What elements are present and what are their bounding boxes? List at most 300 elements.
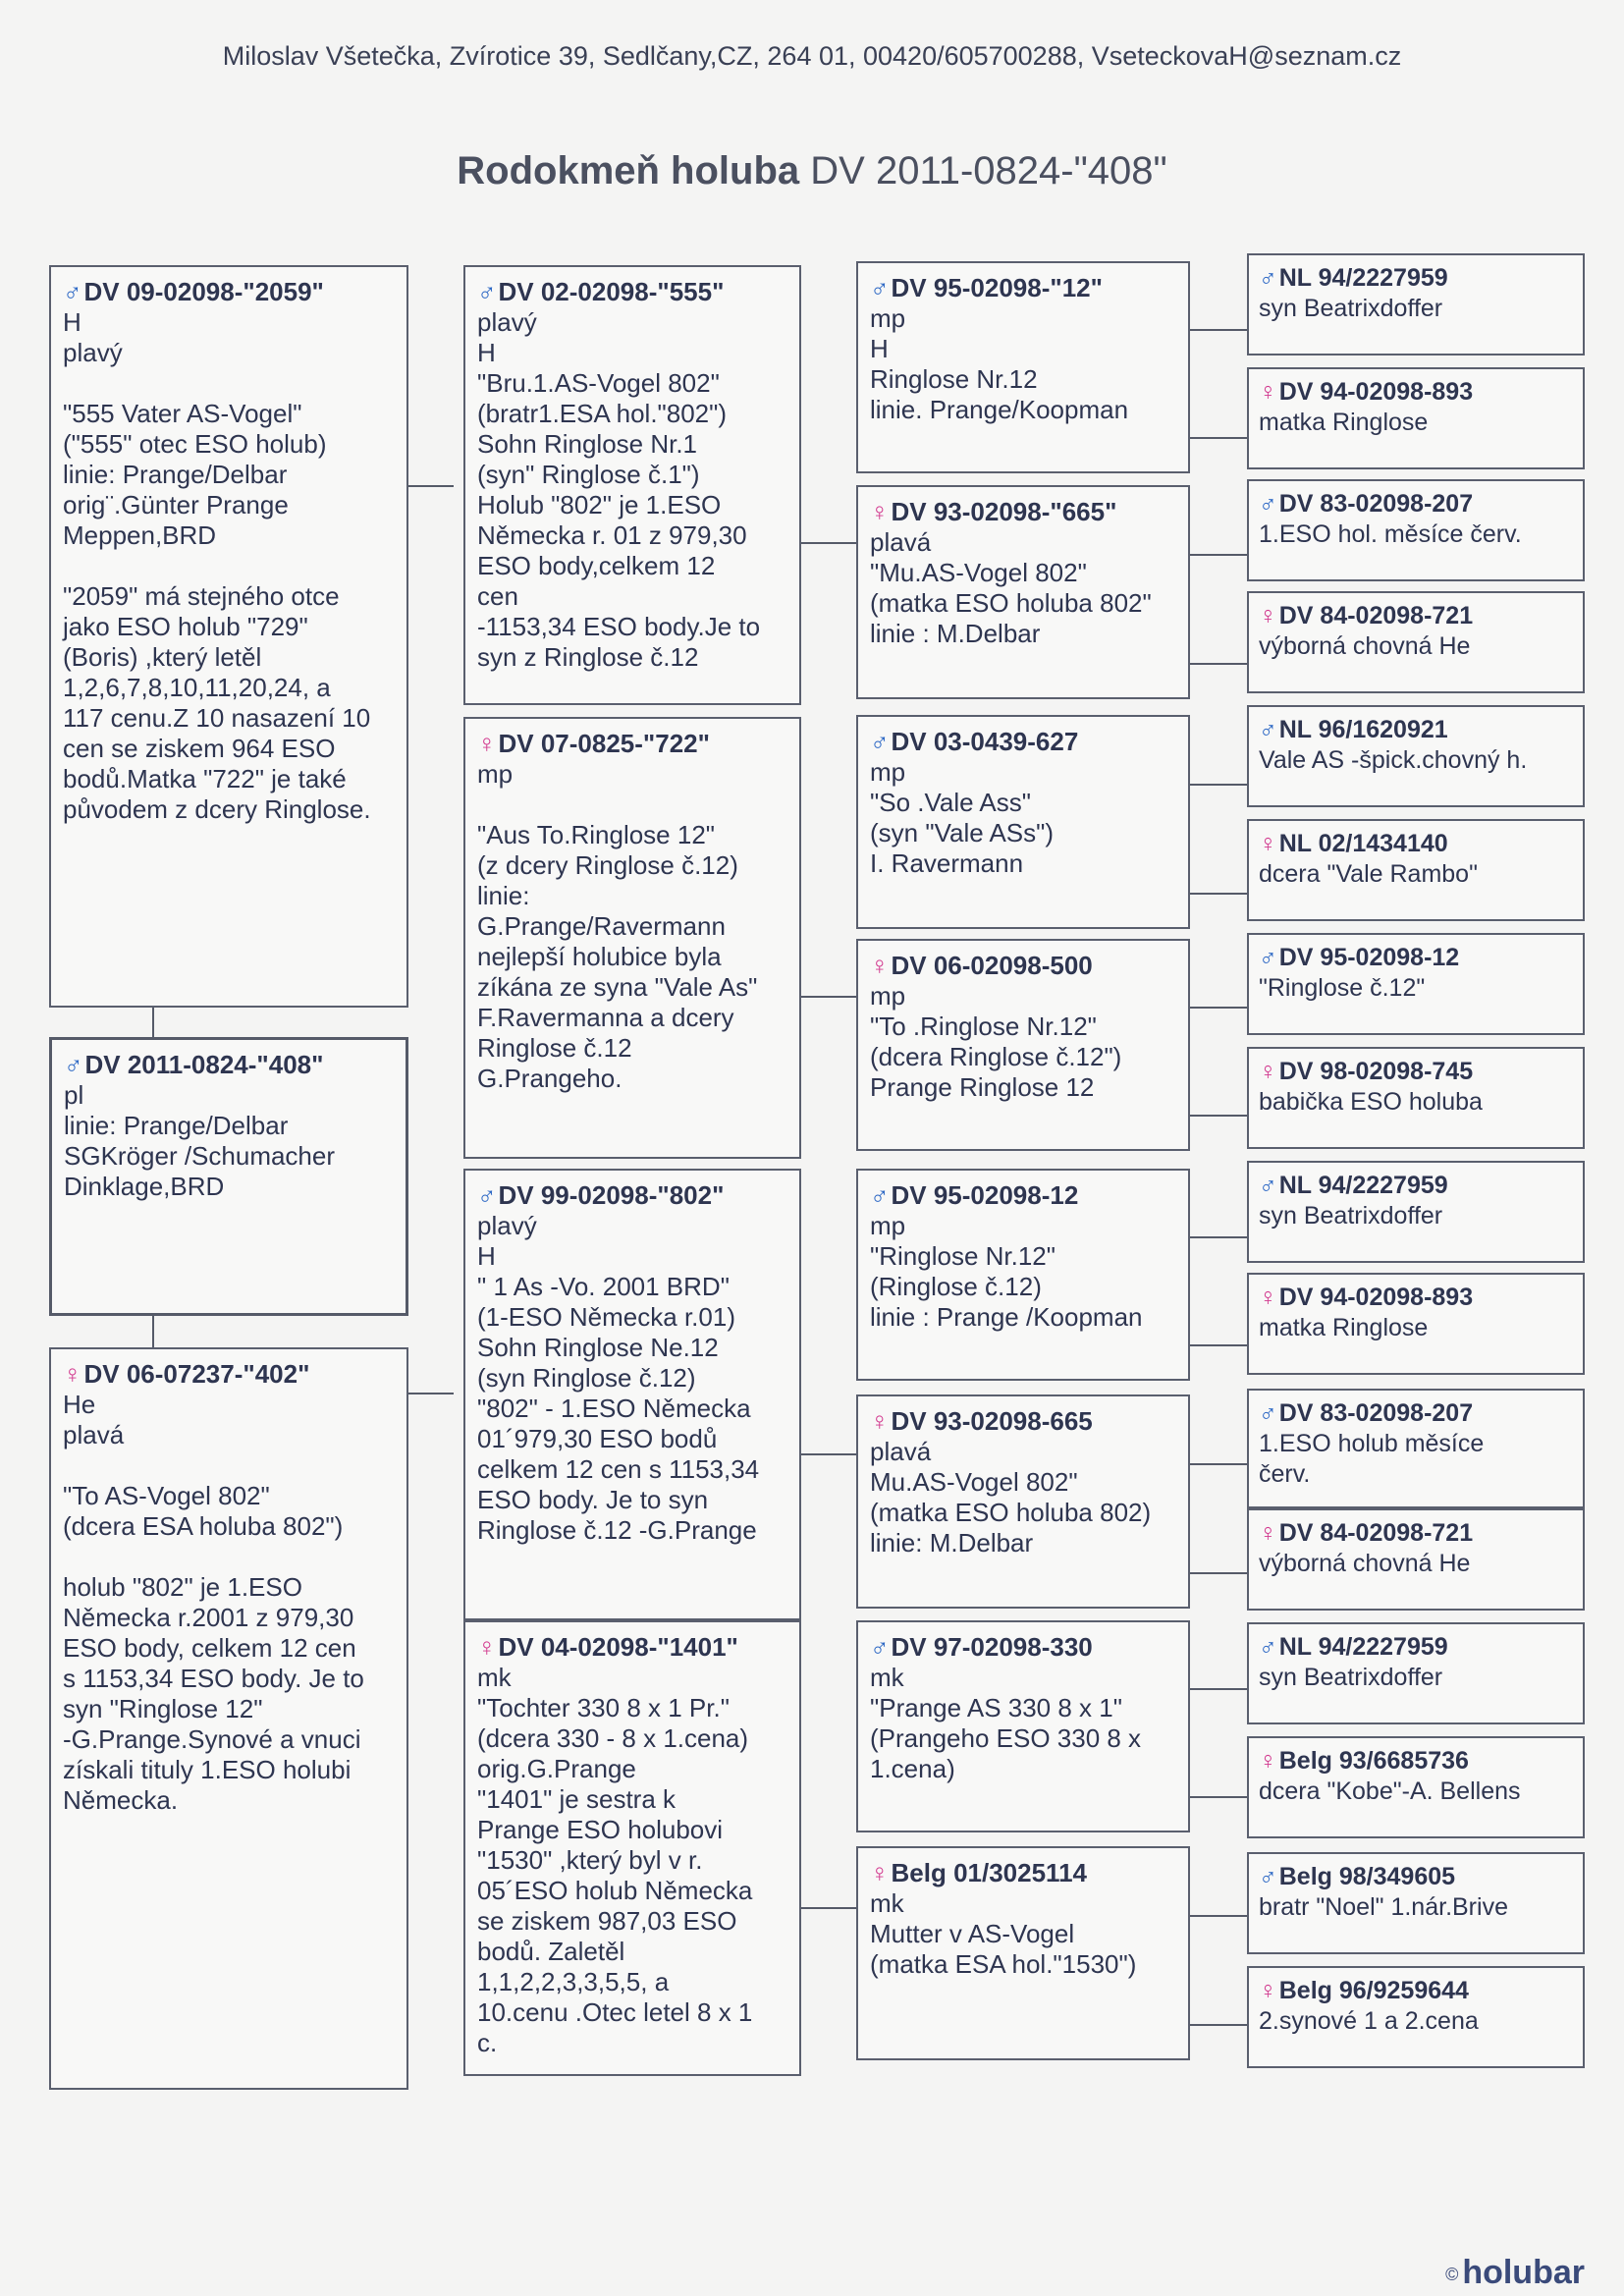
detail-line: linie. Prange/Koopman	[870, 395, 1129, 424]
great-grandparent-card	[856, 261, 1190, 473]
detail-line: mk	[870, 1888, 904, 1918]
ring-number	[870, 727, 1176, 757]
ring-number-text: DV 95-02098-"12"	[891, 273, 1103, 302]
ring-number-text: DV 99-02098-"802"	[498, 1180, 725, 1210]
detail-line: H	[477, 338, 496, 367]
detail-line: (z dcery Ringlose č.12)	[477, 850, 738, 880]
grandparent-card	[463, 717, 801, 1159]
detail-line: (Prangeho ESO 330 8 x	[870, 1723, 1142, 1753]
connector	[801, 542, 856, 544]
detail-line: syn z Ringlose č.12	[477, 642, 699, 672]
bird-details	[870, 757, 1176, 879]
great-grandparent-card	[856, 485, 1190, 699]
detail-line: dcera "Vale Rambo"	[1259, 860, 1478, 888]
bird-details	[1259, 859, 1573, 890]
detail-line: červ.	[1259, 1460, 1311, 1488]
detail-line: linie: Prange/Delbar	[63, 460, 288, 489]
detail-line: "To .Ringlose Nr.12"	[870, 1011, 1097, 1041]
ring-number	[1259, 1862, 1573, 1892]
great-great-grandparent-card	[1247, 1736, 1585, 1838]
detail-line: ESO body,celkem 12	[477, 551, 716, 580]
bird-details	[1259, 1892, 1573, 1923]
ring-number	[1259, 1057, 1573, 1087]
detail-line: mp	[870, 757, 906, 787]
bird-details	[1259, 631, 1573, 662]
bird-details	[477, 307, 787, 673]
ring-number	[477, 1632, 787, 1663]
detail-line	[63, 1450, 395, 1481]
ring-number-text: DV 06-02098-500	[891, 951, 1093, 980]
detail-line: " 1 As -Vo. 2001 BRD"	[477, 1272, 730, 1301]
bird-details	[1259, 1663, 1573, 1693]
male-icon: ♂	[870, 1632, 890, 1662]
great-great-grandparent-card	[1247, 253, 1585, 355]
ring-number-text: DV 95-02098-12	[891, 1180, 1079, 1210]
female-icon: ♀	[1259, 830, 1277, 857]
bird-details	[1259, 1313, 1573, 1343]
ring-number-text: DV 2011-0824-"408"	[84, 1050, 324, 1079]
detail-line: jako ESO holub "729"	[63, 612, 308, 641]
ring-number-text: DV 06-07237-"402"	[83, 1359, 310, 1389]
female-icon: ♀	[1259, 1747, 1277, 1775]
detail-line: 1.ESO hol. měsíce červ.	[1259, 520, 1522, 548]
detail-line: Sohn Ringlose Nr.1	[477, 429, 698, 459]
bird-details	[1259, 1549, 1573, 1579]
male-icon: ♂	[870, 727, 890, 756]
detail-line: 1,1,2,2,3,3,5,5, a	[477, 1967, 670, 1996]
ring-number-text: DV 83-02098-207	[1278, 490, 1474, 518]
ring-number	[870, 951, 1176, 981]
connector	[152, 1314, 154, 1347]
detail-line: I. Ravermann	[870, 848, 1024, 878]
bird-details	[870, 1437, 1176, 1558]
ring-number	[1259, 1398, 1573, 1429]
detail-line: Ringlose č.12 -G.Prange	[477, 1515, 757, 1545]
detail-line: matka Ringlose	[1259, 409, 1429, 436]
ring-number	[477, 277, 787, 307]
detail-line	[477, 790, 787, 820]
detail-line	[63, 551, 395, 581]
detail-line: "1401" je sestra k	[477, 1784, 677, 1814]
detail-line: plavý	[477, 307, 537, 337]
ring-number	[1259, 1632, 1573, 1663]
detail-line: H	[477, 1241, 496, 1271]
ring-number-text: DV 95-02098-12	[1278, 944, 1460, 971]
detail-line: linie: M.Delbar	[870, 1528, 1034, 1558]
ring-number-text: DV 93-02098-665	[891, 1406, 1093, 1436]
detail-line: dcera "Kobe"-A. Bellens	[1259, 1777, 1521, 1805]
detail-line: matka Ringlose	[1259, 1314, 1429, 1341]
detail-line: "2059" má stejného otce	[63, 581, 340, 611]
detail-line: se ziskem 987,03 ESO	[477, 1906, 737, 1936]
great-great-grandparent-card	[1247, 1047, 1585, 1149]
male-icon: ♂	[477, 1180, 497, 1210]
great-great-grandparent-card	[1247, 705, 1585, 807]
connector	[801, 1453, 856, 1455]
ring-number-text: DV 03-0439-627	[891, 727, 1079, 756]
great-great-grandparent-card	[1247, 1852, 1585, 1954]
bird-details	[1259, 1777, 1573, 1807]
detail-line: ESO body. Je to syn	[477, 1485, 709, 1514]
male-icon: ♂	[1259, 1863, 1277, 1890]
detail-line: Sohn Ringlose Ne.12	[477, 1333, 719, 1362]
ring-number	[1259, 1976, 1573, 2006]
bird-details	[1259, 294, 1573, 324]
great-grandparent-card	[856, 1169, 1190, 1381]
great-great-grandparent-card	[1247, 479, 1585, 581]
female-icon: ♀	[1259, 602, 1277, 629]
female-icon: ♀	[870, 497, 890, 526]
ring-number	[1259, 715, 1573, 745]
connector	[1190, 893, 1247, 895]
detail-line: nejlepší holubice byla	[477, 942, 722, 971]
detail-line: 10.cenu .Otec letel 8 x 1	[477, 1997, 753, 2027]
detail-line: linie : Prange /Koopman	[870, 1302, 1143, 1332]
detail-line: bodů. Zaletěl	[477, 1937, 625, 1966]
ring-number	[1259, 943, 1573, 973]
detail-line: "Bru.1.AS-Vogel 802"	[477, 368, 720, 398]
father-card	[49, 265, 408, 1008]
detail-line: mp	[870, 1211, 906, 1240]
bird-details	[870, 1211, 1176, 1333]
detail-line: mk	[870, 1663, 904, 1692]
detail-line: Německa r. 01 z 979,30	[477, 520, 747, 550]
male-icon: ♂	[1259, 490, 1277, 518]
page-title	[0, 149, 1624, 193]
detail-line: mk	[477, 1663, 512, 1692]
detail-line: "Aus To.Ringlose 12"	[477, 820, 716, 849]
grandparent-card	[463, 1620, 801, 2076]
female-icon: ♀	[1259, 1284, 1277, 1311]
female-icon: ♀	[477, 1632, 497, 1662]
male-icon: ♂	[1259, 716, 1277, 743]
ring-number	[1259, 829, 1573, 859]
male-icon: ♂	[64, 1050, 83, 1079]
ring-number-text: Belg 96/9259644	[1278, 1977, 1469, 2004]
detail-line: původem z dcery Ringlose.	[63, 794, 371, 824]
detail-line: F.Ravermanna a dcery	[477, 1003, 734, 1032]
ring-number	[1259, 1283, 1573, 1313]
connector	[152, 1008, 154, 1039]
bird-details	[870, 1888, 1176, 1980]
detail-line: (syn "Vale ASs")	[870, 818, 1055, 847]
detail-line: "555 Vater AS-Vogel"	[63, 399, 302, 428]
great-great-grandparent-card	[1247, 1622, 1585, 1724]
detail-line: Vale AS -špick.chovný h.	[1259, 746, 1528, 774]
connector	[1190, 329, 1247, 331]
subject-pigeon-card	[49, 1037, 408, 1316]
detail-line: Mutter v AS-Vogel	[870, 1919, 1075, 1948]
detail-line: He	[63, 1390, 96, 1419]
detail-line: "Mu.AS-Vogel 802"	[870, 558, 1087, 587]
great-great-grandparent-card	[1247, 1161, 1585, 1263]
bird-details	[63, 1390, 395, 1816]
ring-number	[1259, 377, 1573, 408]
detail-line: (Ringlose č.12)	[870, 1272, 1042, 1301]
detail-line: pl	[64, 1080, 84, 1110]
bird-details	[477, 1211, 787, 1546]
male-icon: ♂	[477, 277, 497, 306]
detail-line: 01´979,30 ESO bodů	[477, 1424, 718, 1453]
copyright-sign: ©	[1445, 2264, 1459, 2284]
ring-number-text: DV 04-02098-"1401"	[498, 1632, 738, 1662]
detail-line: -1153,34 ESO body.Je to	[477, 612, 761, 641]
female-icon: ♀	[63, 1359, 82, 1389]
bird-details	[870, 527, 1176, 649]
male-icon: ♂	[870, 273, 890, 302]
detail-line: výborná chovná He	[1259, 632, 1471, 660]
connector	[1190, 2024, 1247, 2026]
ring-number	[63, 1359, 395, 1390]
detail-line: 1,2,6,7,8,10,11,20,24, a	[63, 673, 331, 702]
bird-details	[477, 759, 787, 1094]
female-icon: ♀	[1259, 378, 1277, 406]
ring-number	[870, 1858, 1176, 1888]
ring-number	[477, 729, 787, 759]
bird-details	[1259, 973, 1573, 1004]
detail-line: Dinklage,BRD	[64, 1172, 225, 1201]
title-label: Rodokmeň holuba	[457, 149, 800, 192]
detail-line: plavá	[870, 527, 932, 557]
bird-details	[1259, 1201, 1573, 1231]
detail-line: s 1153,34 ESO body. Je to	[63, 1664, 364, 1693]
great-great-grandparent-card	[1247, 1508, 1585, 1611]
detail-line: H	[870, 334, 889, 363]
detail-line: "Prange AS 330 8 x 1"	[870, 1693, 1122, 1722]
detail-line: H	[63, 307, 81, 337]
ring-number-text: DV 93-02098-"665"	[891, 497, 1117, 526]
ring-number	[870, 273, 1176, 303]
bird-details	[1259, 408, 1573, 438]
connector	[1190, 784, 1247, 786]
ring-number	[1259, 263, 1573, 294]
detail-line: 1.cena)	[870, 1754, 955, 1783]
detail-line: plavý	[477, 1211, 537, 1240]
detail-line: G.Prangeho.	[477, 1064, 623, 1093]
detail-line: "802" - 1.ESO Německa	[477, 1394, 751, 1423]
ring-number-text: DV 94-02098-893	[1278, 1284, 1474, 1311]
detail-line: syn Beatrixdoffer	[1259, 1202, 1443, 1230]
bird-details	[870, 303, 1176, 425]
ring-number-text: DV 94-02098-893	[1278, 378, 1474, 406]
great-grandparent-card	[856, 1394, 1190, 1609]
brand-name: holubar	[1462, 2254, 1585, 2291]
detail-line: 1.ESO holub měsíce	[1259, 1430, 1485, 1457]
detail-line: (dcera Ringlose č.12")	[870, 1042, 1122, 1071]
detail-line: cen	[477, 581, 518, 611]
detail-line	[63, 1542, 395, 1572]
detail-line: "Tochter 330 8 x 1 Pr."	[477, 1693, 730, 1722]
ring-number-text: NL 94/2227959	[1278, 264, 1448, 292]
detail-line: G.Prange/Ravermann	[477, 911, 726, 941]
detail-line: SGKröger /Schumacher	[64, 1141, 336, 1171]
ring-number-text: DV 84-02098-721	[1278, 1519, 1474, 1547]
breeder-contact-header: Miloslav Všetečka, Zvírotice 39, Sedlčany,CZ, 264 01, 00420/605700288, VseteckovaH@seznam.cz	[222, 41, 1402, 71]
ring-number-text: NL 94/2227959	[1278, 1633, 1448, 1661]
great-great-grandparent-card	[1247, 1273, 1585, 1375]
ring-number	[1259, 1746, 1573, 1777]
detail-line: výborná chovná He	[1259, 1550, 1471, 1577]
bird-details	[870, 1663, 1176, 1784]
great-grandparent-card	[856, 939, 1190, 1151]
ring-number-text: DV 97-02098-330	[891, 1632, 1093, 1662]
ring-number-text: Belg 98/349605	[1278, 1863, 1456, 1890]
male-icon: ♂	[870, 1180, 890, 1210]
detail-line: cen se ziskem 964 ESO	[63, 734, 336, 763]
bird-details	[1259, 1429, 1573, 1490]
connector	[1190, 663, 1247, 665]
detail-line: Německa.	[63, 1785, 179, 1815]
great-great-grandparent-card	[1247, 819, 1585, 921]
ring-number-text: DV 84-02098-721	[1278, 602, 1474, 629]
title-ring-number: DV 2011-0824-"408"	[799, 149, 1167, 192]
detail-line: syn Beatrixdoffer	[1259, 295, 1443, 322]
detail-line: linie : M.Delbar	[870, 619, 1041, 648]
detail-line: bratr "Noel" 1.nár.Brive	[1259, 1893, 1508, 1921]
detail-line: (dcera ESA holuba 802")	[63, 1511, 344, 1541]
connector	[801, 1907, 856, 1909]
detail-line: Mu.AS-Vogel 802"	[870, 1467, 1078, 1497]
grandparent-card	[463, 1169, 801, 1620]
ring-number-text: DV 98-02098-745	[1278, 1058, 1474, 1085]
detail-line: -G.Prange.Synové a vnuci	[63, 1724, 361, 1754]
detail-line: 05´ESO holub Německa	[477, 1876, 753, 1905]
detail-line: ("555" otec ESO holub)	[63, 429, 327, 459]
detail-line	[63, 368, 395, 399]
bird-details	[63, 307, 395, 825]
detail-line: (1-ESO Německa r.01)	[477, 1302, 735, 1332]
connector	[1190, 1796, 1247, 1798]
detail-line: Holub "802" je 1.ESO	[477, 490, 722, 519]
male-icon: ♂	[1259, 1172, 1277, 1199]
connector	[1190, 1236, 1247, 1238]
ring-number-text: NL 94/2227959	[1278, 1172, 1448, 1199]
ring-number-text: Belg 01/3025114	[891, 1858, 1087, 1887]
detail-line: "So .Vale Ass"	[870, 788, 1031, 817]
ring-number-text: NL 02/1434140	[1278, 830, 1448, 857]
detail-line: Prange ESO holubovi	[477, 1815, 724, 1844]
detail-line: "Ringlose č.12"	[1259, 974, 1426, 1002]
bird-details	[870, 981, 1176, 1103]
mother-card	[49, 1347, 408, 2090]
connector	[1190, 1115, 1247, 1117]
detail-line: (matka ESA hol."1530")	[870, 1949, 1137, 1979]
detail-line: (syn Ringlose č.12)	[477, 1363, 696, 1393]
detail-line: ESO body, celkem 12 cen	[63, 1633, 356, 1663]
detail-line: "1530" ,který byl v r.	[477, 1845, 703, 1875]
ring-number-text: Belg 93/6685736	[1278, 1747, 1469, 1775]
female-icon: ♀	[870, 1858, 890, 1887]
female-icon: ♀	[1259, 1058, 1277, 1085]
connector	[1190, 1688, 1247, 1690]
ring-number	[63, 277, 395, 307]
detail-line: Ringlose č.12	[477, 1033, 632, 1063]
detail-line: Ringlose Nr.12	[870, 364, 1038, 394]
ring-number	[1259, 601, 1573, 631]
great-great-grandparent-card	[1247, 367, 1585, 469]
detail-line: mp	[477, 759, 514, 789]
ring-number	[870, 1632, 1176, 1663]
detail-line: zíkána ze syna "Vale As"	[477, 972, 758, 1002]
grandparent-card	[463, 265, 801, 705]
female-icon: ♀	[1259, 1519, 1277, 1547]
ring-number-text: DV 07-0825-"722"	[498, 729, 710, 758]
connector	[1190, 1463, 1247, 1465]
ring-number	[64, 1050, 394, 1080]
female-icon: ♀	[870, 951, 890, 980]
ring-number-text: DV 02-02098-"555"	[498, 277, 725, 306]
detail-line: (matka ESO holuba 802"	[870, 588, 1152, 618]
female-icon: ♀	[870, 1406, 890, 1436]
detail-line: holub "802" je 1.ESO	[63, 1572, 302, 1602]
detail-line: (syn" Ringlose č.1")	[477, 460, 700, 489]
connector	[1190, 1915, 1247, 1917]
connector	[408, 485, 454, 487]
great-great-grandparent-card	[1247, 1966, 1585, 2068]
ring-number	[870, 497, 1176, 527]
ring-number	[870, 1180, 1176, 1211]
detail-line: mp	[870, 981, 906, 1011]
detail-line: Prange Ringlose 12	[870, 1072, 1095, 1102]
ring-number	[870, 1406, 1176, 1437]
detail-line: syn "Ringlose 12"	[63, 1694, 263, 1723]
detail-line: bodů.Matka "722" je také	[63, 764, 347, 793]
bird-details	[1259, 1087, 1573, 1118]
female-icon: ♀	[1259, 1977, 1277, 2004]
detail-line: c.	[477, 2028, 498, 2057]
male-icon: ♂	[1259, 944, 1277, 971]
male-icon: ♂	[63, 277, 82, 306]
ring-number-text: DV 83-02098-207	[1278, 1399, 1474, 1427]
detail-line: orig.G.Prange	[477, 1754, 636, 1783]
detail-line: (matka ESO holuba 802)	[870, 1498, 1152, 1527]
ring-number	[477, 1180, 787, 1211]
detail-line: plavý	[63, 338, 123, 367]
detail-line: linie: Prange/Delbar	[64, 1111, 289, 1140]
great-great-grandparent-card	[1247, 933, 1585, 1035]
detail-line: Meppen,BRD	[63, 520, 217, 550]
bird-details	[1259, 519, 1573, 550]
bird-details	[477, 1663, 787, 2058]
connector	[408, 1393, 454, 1394]
detail-line: 2.synové 1 a 2.cena	[1259, 2007, 1479, 2035]
detail-line: babička ESO holuba	[1259, 1088, 1483, 1116]
detail-line: plavá	[870, 1437, 932, 1466]
detail-line: plavá	[63, 1420, 125, 1449]
connector	[801, 996, 856, 998]
detail-line: linie:	[477, 881, 530, 910]
connector	[1190, 1007, 1247, 1009]
great-great-grandparent-card	[1247, 591, 1585, 693]
detail-line: (bratr1.ESA hol."802")	[477, 399, 728, 428]
male-icon: ♂	[1259, 1399, 1277, 1427]
ring-number-text: DV 09-02098-"2059"	[83, 277, 324, 306]
male-icon: ♂	[1259, 264, 1277, 292]
great-grandparent-card	[856, 1620, 1190, 1832]
connector	[1190, 1344, 1247, 1346]
connector	[1190, 1572, 1247, 1574]
connector	[1190, 437, 1247, 439]
detail-line: 117 cenu.Z 10 nasazení 10	[63, 703, 371, 733]
brand-logo	[1445, 2254, 1585, 2292]
ring-number	[1259, 1171, 1573, 1201]
great-grandparent-card	[856, 1846, 1190, 2060]
detail-line: celkem 12 cen s 1153,34	[477, 1454, 760, 1484]
detail-line: získali tituly 1.ESO holubi	[63, 1755, 352, 1784]
connector	[1190, 554, 1247, 556]
detail-line: (dcera 330 - 8 x 1.cena)	[477, 1723, 749, 1753]
female-icon: ♀	[477, 729, 497, 758]
